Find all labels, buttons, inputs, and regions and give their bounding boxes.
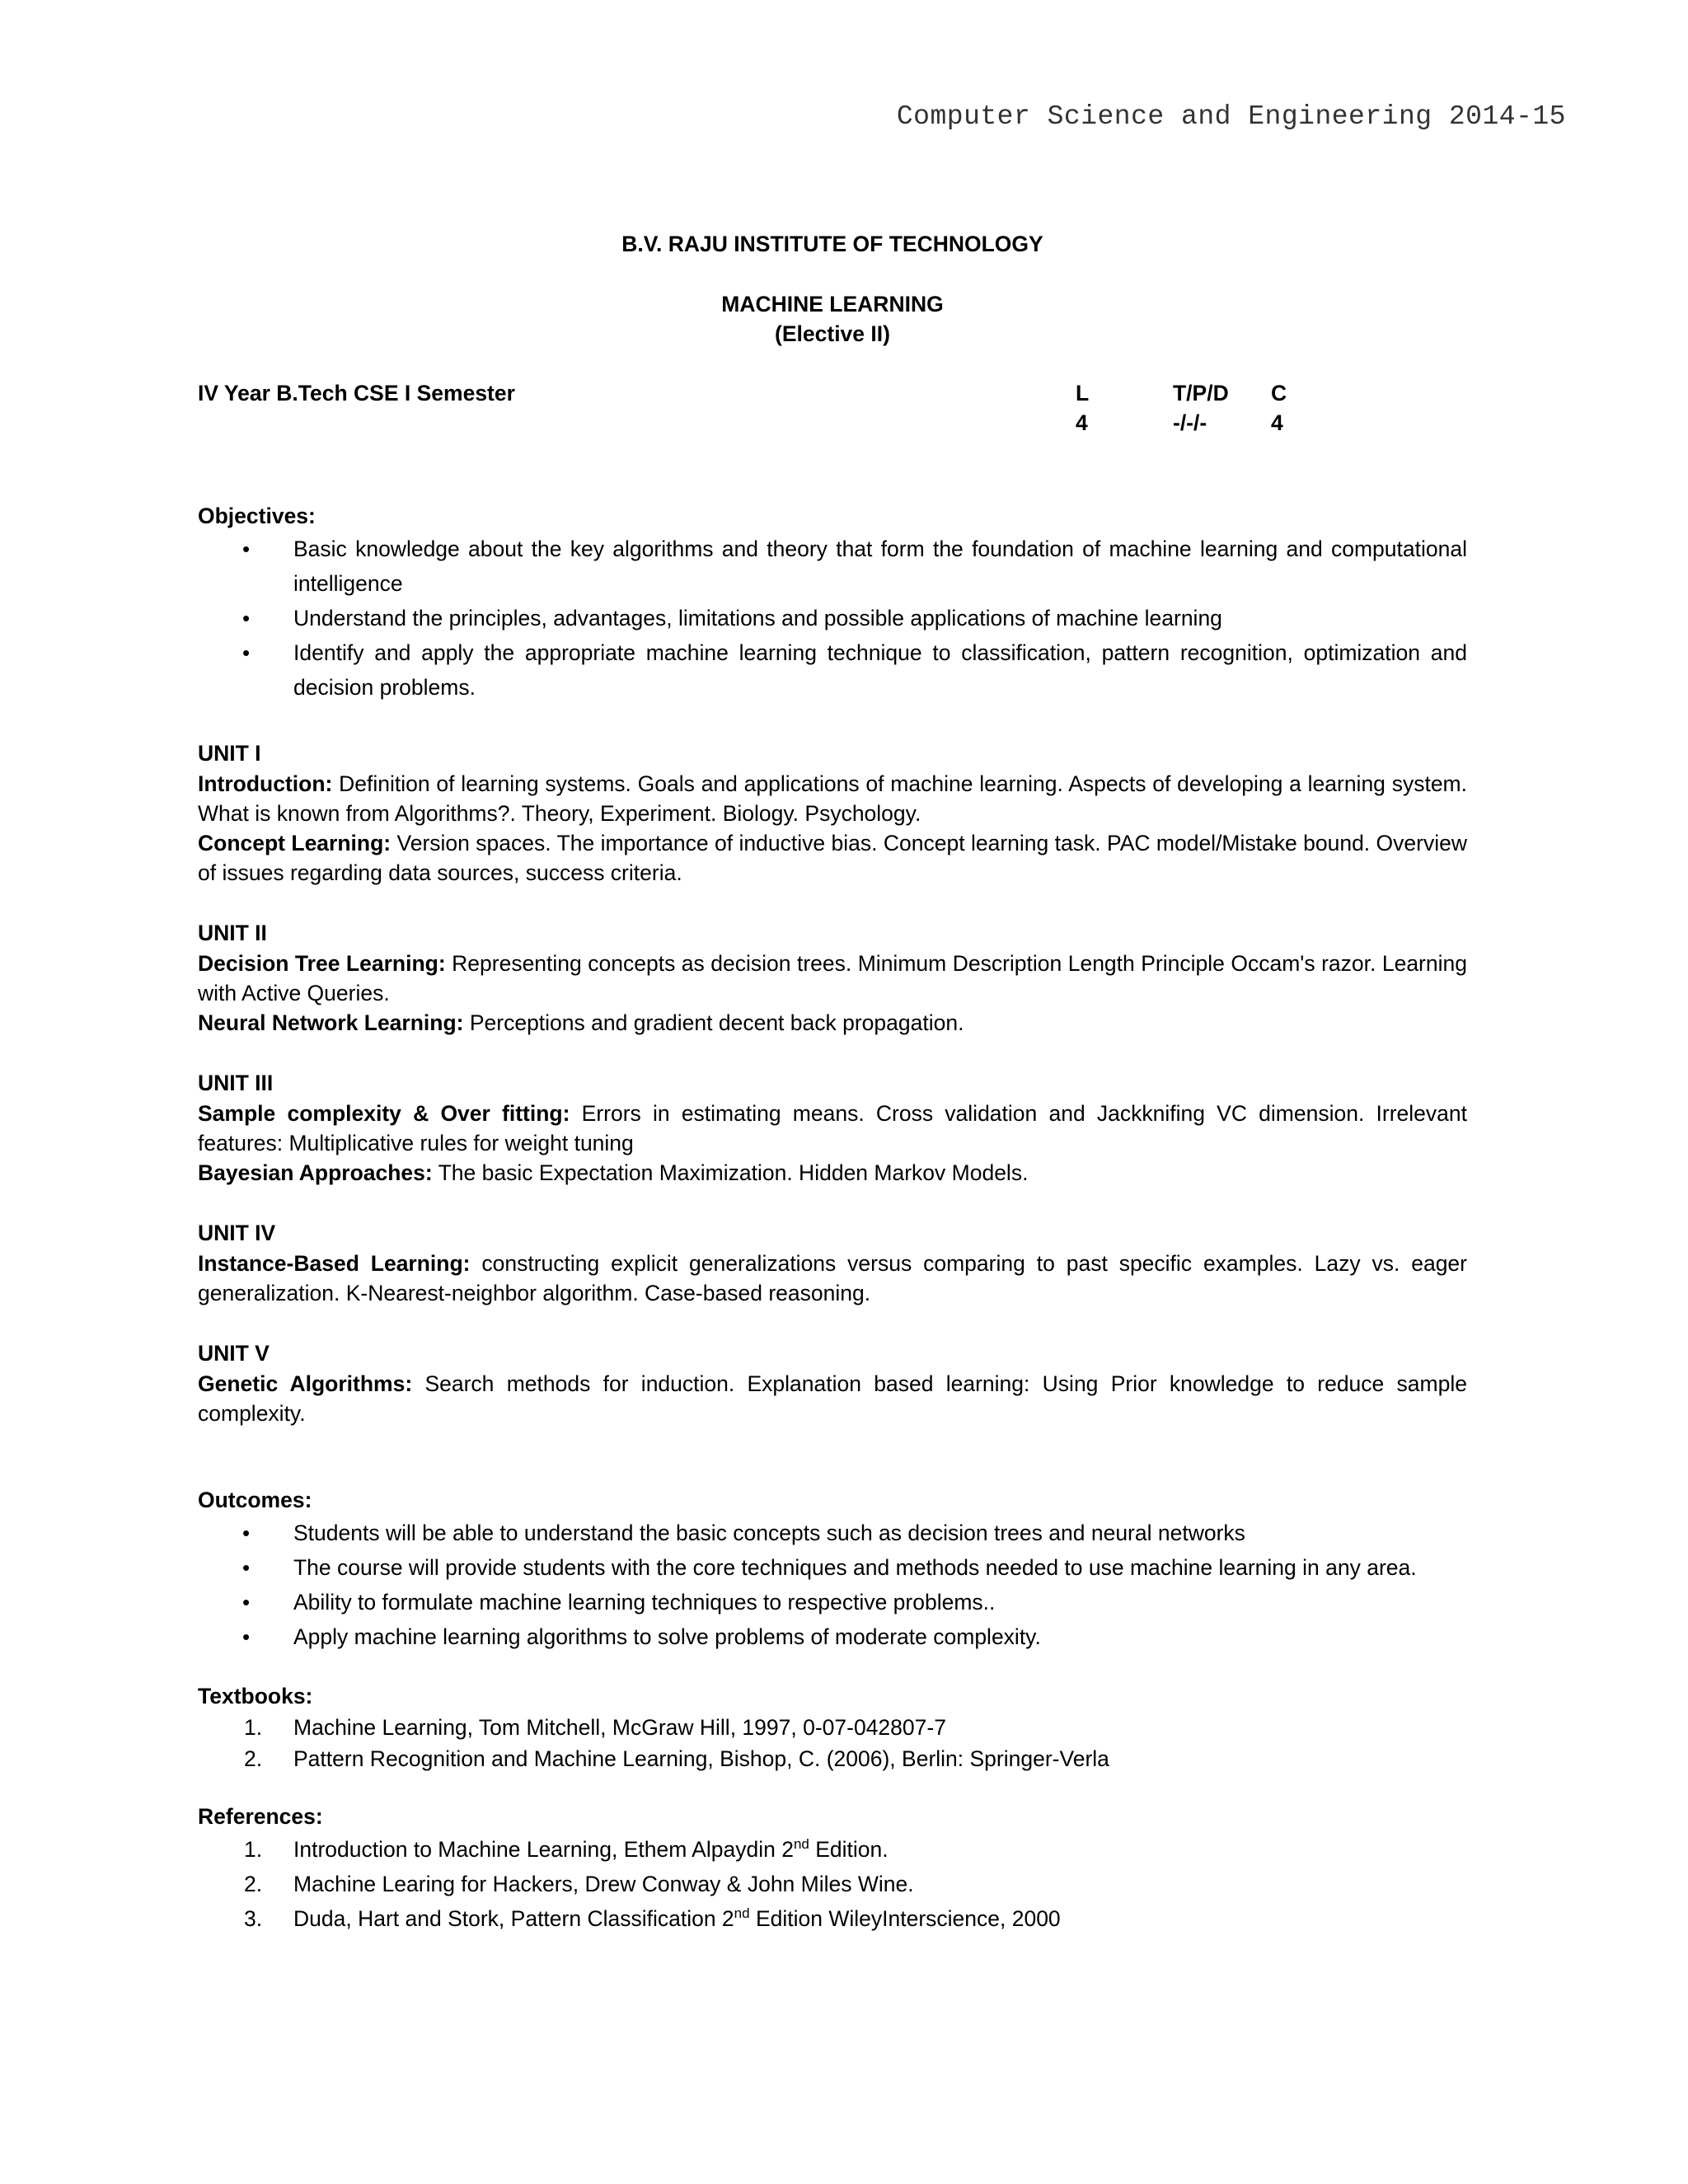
unit-paragraph xyxy=(198,769,1467,828)
list-item xyxy=(198,1550,1467,1585)
course-subtitle: (Elective II) xyxy=(775,321,890,346)
bullet-icon: • xyxy=(242,606,251,630)
unit-3 xyxy=(198,1067,1467,1188)
course-title: MACHINE LEARNING xyxy=(721,292,944,316)
item-number: 2. xyxy=(244,1872,263,1896)
item-number: 3. xyxy=(244,1906,263,1931)
references-list xyxy=(198,1832,1467,1936)
item-number: 2. xyxy=(244,1746,263,1771)
topic-text: Search methods for induction. Explanation based learning: Using Prior knowledge to reduce sample complexity. xyxy=(198,1371,1467,1426)
topic-text: Errors in estimating means. Cross validation and Jackknifing VC dimension. Irrelevant features: Multiplicative rules for weight tuning xyxy=(198,1101,1468,1155)
unit-paragraph xyxy=(198,1099,1467,1158)
unit-title: UNIT III xyxy=(198,1071,274,1095)
unit-paragraph xyxy=(198,1249,1467,1308)
bullet-icon: • xyxy=(242,1624,251,1649)
unit-paragraph xyxy=(198,1369,1467,1428)
list-item xyxy=(198,635,1467,705)
outcome-text: Students will be able to understand the basic concepts such as decision trees and neural networks xyxy=(293,1521,1245,1545)
unit-1 xyxy=(198,738,1467,888)
textbooks-section xyxy=(198,1680,1467,1774)
bullet-icon: • xyxy=(242,537,251,561)
outcome-text: Apply machine learning algorithms to solve problems of moderate complexity. xyxy=(293,1624,1041,1649)
unit-paragraph xyxy=(198,949,1467,1008)
topic-label: Decision Tree Learning: xyxy=(198,951,446,976)
objective-text: Understand the principles, advantages, limitations and possible applications of machine learning xyxy=(293,606,1222,630)
meta-col-l xyxy=(1076,378,1089,438)
reference-text-end: Edition WileyInterscience, 2000 xyxy=(749,1906,1061,1931)
list-item xyxy=(198,1901,1467,1936)
meta-col-c xyxy=(1271,378,1287,438)
bullet-icon: • xyxy=(242,1590,251,1615)
objectives-heading: Objectives: xyxy=(198,504,316,528)
objective-text: Basic knowledge about the key algorithms and theory that form the foundation of machine learning and computational intelligence xyxy=(293,537,1467,596)
bullet-icon: • xyxy=(242,640,251,665)
list-item xyxy=(198,1585,1467,1619)
list-item xyxy=(198,1619,1467,1654)
unit-4 xyxy=(198,1217,1467,1308)
list-item xyxy=(198,1516,1467,1550)
textbooks-heading: Textbooks: xyxy=(198,1684,313,1708)
outcomes-heading: Outcomes: xyxy=(198,1488,312,1512)
topic-text: The basic Expectation Maximization. Hidden Markov Models. xyxy=(432,1160,1029,1185)
objectives-section xyxy=(198,500,1467,705)
superscript: nd xyxy=(734,1905,750,1922)
topic-label: Bayesian Approaches: xyxy=(198,1160,433,1185)
unit-paragraph xyxy=(198,828,1467,888)
objectives-list xyxy=(198,532,1467,705)
meta-value-tpd: -/-/- xyxy=(1173,410,1207,435)
unit-paragraph xyxy=(198,1008,1467,1038)
topic-label: Concept Learning: xyxy=(198,831,392,855)
semester-label: IV Year B.Tech CSE I Semester xyxy=(198,381,515,405)
topic-text: Version spaces. The importance of inductive bias. Concept learning task. PAC model/Mistake bound. Overview of issues regarding data sources, success criteria. xyxy=(198,831,1467,885)
unit-paragraph xyxy=(198,1158,1467,1188)
meta-value-c: 4 xyxy=(1271,410,1283,435)
references-section xyxy=(198,1801,1467,1936)
institute-name: B.V. RAJU INSTITUTE OF TECHNOLOGY xyxy=(621,232,1043,256)
unit-title: UNIT II xyxy=(198,921,267,945)
outcome-text: The course will provide students with the core techniques and methods needed to use machine learning in any area. xyxy=(293,1555,1417,1580)
semester-meta-row xyxy=(198,378,1467,441)
topic-label: Introduction: xyxy=(198,771,333,796)
outcomes-list xyxy=(198,1516,1467,1654)
page-header: Computer Science and Engineering 2014-15 xyxy=(896,101,1566,132)
list-item xyxy=(198,1712,1467,1743)
textbook-text: Machine Learning, Tom Mitchell, McGraw Hill, 1997, 0-07-042807-7 xyxy=(293,1715,946,1740)
topic-label: Genetic Algorithms: xyxy=(198,1371,413,1396)
bullet-icon: • xyxy=(242,1555,251,1580)
outcomes-section xyxy=(198,1484,1467,1654)
unit-title: UNIT IV xyxy=(198,1221,276,1245)
meta-col-tpd xyxy=(1173,378,1229,438)
syllabus-content xyxy=(198,223,1467,1936)
meta-head-tpd: T/P/D xyxy=(1173,381,1229,405)
unit-title: UNIT V xyxy=(198,1341,270,1366)
unit-2 xyxy=(198,917,1467,1038)
topic-label: Instance-Based Learning: xyxy=(198,1251,471,1276)
reference-text: Introduction to Machine Learning, Ethem Alpaydin 2 xyxy=(293,1837,794,1862)
list-item xyxy=(198,532,1467,601)
topic-text: Definition of learning systems. Goals and applications of machine learning. Aspects of developing a learning system. What is known from Algorithms?. Theory, Experiment. Biology. Psychology. xyxy=(198,771,1467,826)
unit-5 xyxy=(198,1338,1467,1428)
course-title-block xyxy=(198,289,1467,349)
superscript: nd xyxy=(793,1836,809,1853)
reference-text: Duda, Hart and Stork, Pattern Classification 2 xyxy=(293,1906,734,1931)
item-number: 1. xyxy=(244,1715,263,1740)
topic-label: Sample complexity & Over fitting: xyxy=(198,1101,570,1126)
textbooks-list xyxy=(198,1712,1467,1774)
list-item xyxy=(198,1867,1467,1901)
meta-head-l: L xyxy=(1076,381,1090,405)
topic-label: Neural Network Learning: xyxy=(198,1010,464,1035)
objective-text: Identify and apply the appropriate machine learning technique to classification, pattern recognition, optimization and decision problems. xyxy=(293,640,1467,700)
textbook-text: Pattern Recognition and Machine Learning, Bishop, C. (2006), Berlin: Springer-Verla xyxy=(293,1746,1109,1771)
topic-text: constructing explicit generalizations versus comparing to past specific examples. Lazy vs. eager generalization. K-Nearest-neighbor algorithm. Case-based reasoning. xyxy=(198,1251,1467,1305)
reference-text-end: Edition. xyxy=(809,1837,889,1862)
references-heading: References: xyxy=(198,1804,323,1829)
outcome-text: Ability to formulate machine learning techniques to respective problems.. xyxy=(293,1590,996,1615)
topic-text: Perceptions and gradient decent back propagation. xyxy=(463,1010,964,1035)
item-number: 1. xyxy=(244,1837,263,1862)
list-item xyxy=(198,1832,1467,1867)
topic-text: Representing concepts as decision trees. Minimum Description Length Principle Occam's razor. Learning with Active Queries. xyxy=(198,951,1467,1005)
reference-text: Machine Learing for Hackers, Drew Conway & John Miles Wine. xyxy=(293,1872,914,1896)
unit-title: UNIT I xyxy=(198,741,261,766)
meta-head-c: C xyxy=(1271,381,1287,405)
list-item xyxy=(198,1743,1467,1774)
list-item xyxy=(198,601,1467,635)
meta-value-l: 4 xyxy=(1076,410,1088,435)
bullet-icon: • xyxy=(242,1521,251,1545)
